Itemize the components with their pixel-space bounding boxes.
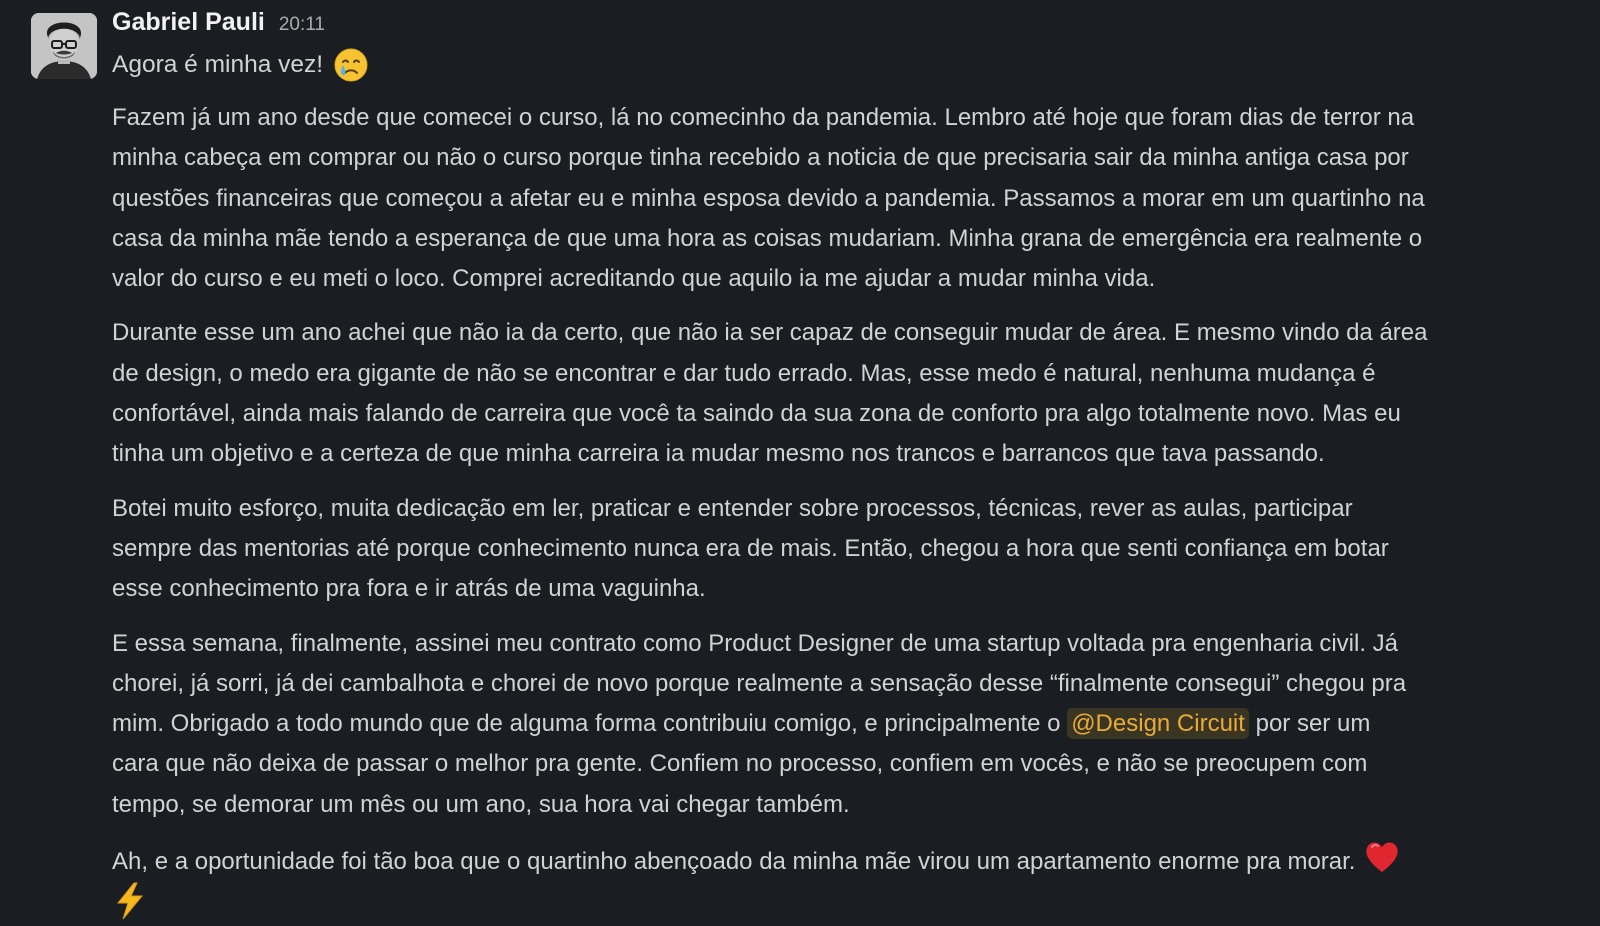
avatar[interactable]: [31, 13, 97, 79]
text-line: questões financeiras que começou a afetar eu e minha esposa devido a pandemia. Passamos a morar em um quartinho na: [112, 184, 1425, 212]
text-line: Botei muito esforço, muita dedicação em ler, praticar e entender sobre processos, técnicas, rever as aulas, participar: [112, 494, 1353, 522]
text-line: confortável, ainda mais falando de carreira que você ta saindo da sua zona de conforto pra algo totalmente novo. Mas eu: [112, 400, 1401, 428]
text-line: chorei, já sorri, já dei cambalhota e chorei de novo porque realmente a sensação desse “finalmente consegui” chegou pra: [112, 669, 1407, 697]
paragraph-5: [112, 839, 1574, 926]
text-line: sempre das mentorias até porque conhecimento nunca era de mais. Então, chegou a hora que senti confiança em botar: [112, 534, 1389, 562]
text-line: Durante esse um ano achei que não ia da certo, que não ia ser capaz de conseguir mudar de área. E mesmo vindo da área: [112, 319, 1428, 347]
message-header: [112, 8, 325, 46]
text-line: cara que não deixa de passar o melhor pra gente. Confiem no processo, confiem em vocês, e não se preocupem com: [112, 750, 1368, 778]
text-line: de design, o medo era gigante de não se encontrar e dar tudo errado. Mas, esse medo é natural, nenhuma mudança é: [112, 359, 1376, 387]
high-voltage-emoji-icon[interactable]: [112, 882, 148, 920]
text-line: esse conhecimento pra fora e ir atrás de uma vaguinha.: [112, 575, 706, 603]
red-heart-emoji-icon[interactable]: [1363, 839, 1401, 875]
timestamp[interactable]: 20:11: [278, 14, 325, 35]
mention-design-circuit[interactable]: @Design Circuit: [1067, 708, 1249, 739]
message-body: [112, 44, 1574, 926]
message-intro: [112, 44, 1574, 86]
text-line: casa da minha mãe tendo a esperança de que uma hora as coisas mudariam. Minha grana de emergência era realmente o: [112, 224, 1423, 252]
text-line: [112, 839, 1574, 882]
intro-text: Agora é minha vez!: [112, 51, 324, 78]
text-line: [112, 882, 1574, 926]
text-line: tinha um objetivo e a certeza de que minha carreira ia mudar mesmo nos trancos e barrancos que tava passando.: [112, 440, 1325, 468]
paragraph-2: [112, 313, 1574, 474]
text-segment: mim. Obrigado a todo mundo que de alguma forma contribuiu comigo, e principalmente o: [112, 710, 1068, 738]
user-avatar-photo-icon: [31, 13, 97, 79]
crying-face-emoji-icon[interactable]: [332, 46, 370, 84]
text-line: E essa semana, finalmente, assinei meu contrato como Product Designer de uma startup voltada pra engenharia civil. Já: [112, 629, 1399, 657]
text-line-with-mention: [112, 704, 1574, 744]
text-line: tempo, se demorar um mês ou um ano, sua hora vai chegar também.: [112, 790, 850, 818]
paragraph-3: [112, 489, 1574, 610]
text-segment: por ser um: [1248, 710, 1371, 738]
paragraph-1: [112, 98, 1574, 299]
closing-text: Ah, e a oportunidade foi tão boa que o quartinho abençoado da minha mãe virou um apartamento enorme pra morar.: [112, 848, 1356, 876]
text-line: Fazem já um ano desde que comecei o curso, lá no comecinho da pandemia. Lembro até hoje que foram dias de terror na: [112, 104, 1415, 131]
author-name[interactable]: Gabriel Pauli: [112, 8, 265, 36]
paragraph-4: [112, 624, 1574, 825]
text-line: valor do curso e eu meti o loco. Comprei acreditando que aquilo ia me ajudar a mudar minha vida.: [112, 265, 1156, 293]
text-line: minha cabeça em comprar ou não o curso porque tinha recebido a noticia de que precisaria sair da minha antiga casa por: [112, 144, 1409, 172]
